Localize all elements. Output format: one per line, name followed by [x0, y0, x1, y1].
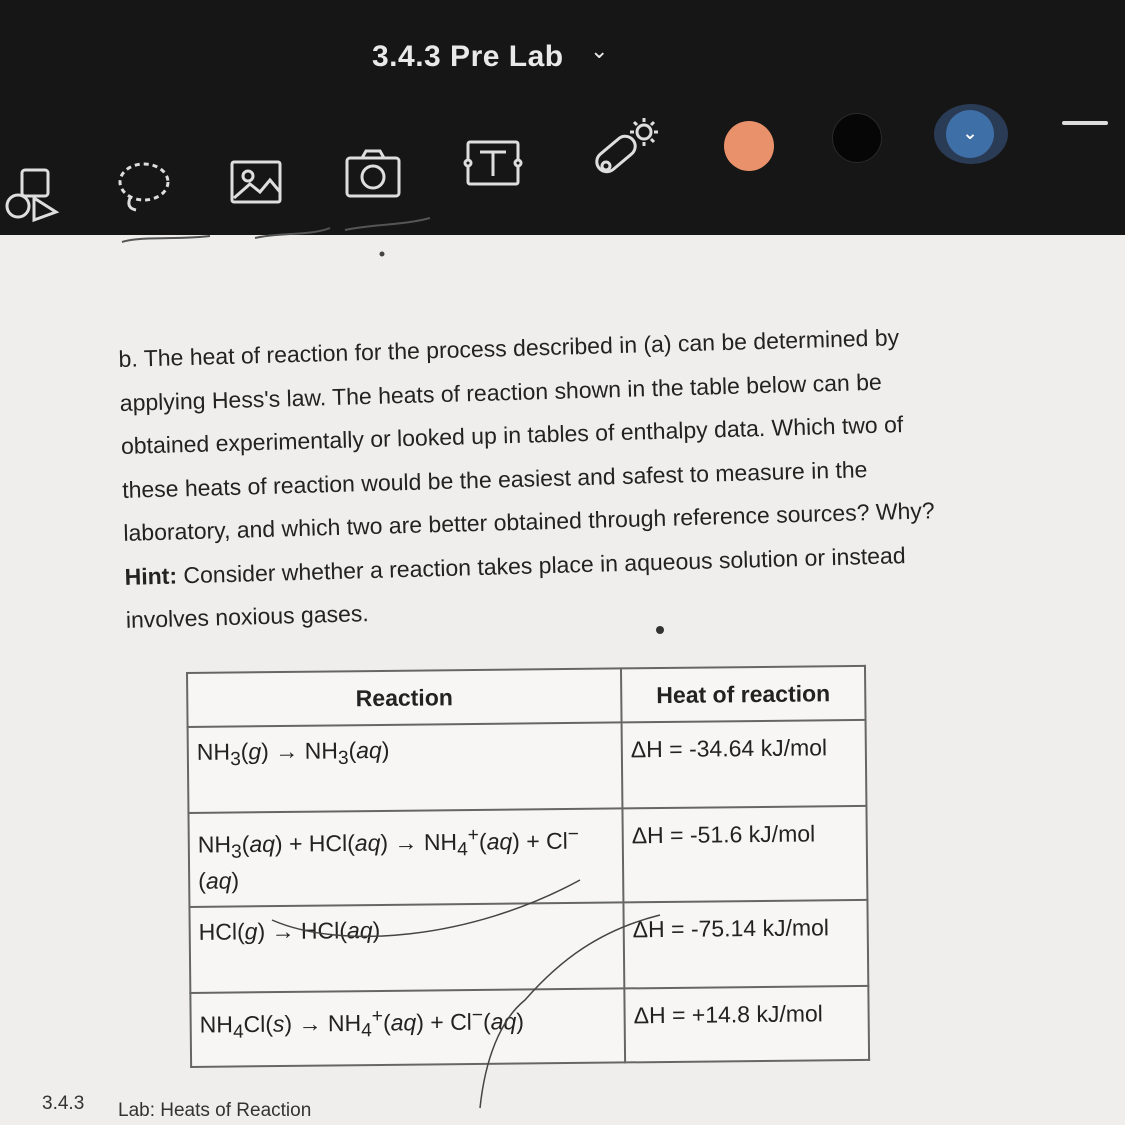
annotation-toolbar	[0, 0, 1125, 235]
laser-pointer-icon[interactable]	[588, 116, 662, 190]
color-swatch-orange[interactable]	[724, 121, 774, 171]
table-row	[188, 806, 867, 907]
hint-label: Hint:	[124, 561, 178, 590]
reaction-cell: $NH_3(g) \to NH_3(aq)$	[188, 722, 623, 813]
table-header-row	[187, 666, 866, 727]
table-row	[190, 986, 869, 1067]
chevron-down-icon: ⌄	[946, 110, 994, 158]
reaction-cell: $NH_4Cl(s) \to NH_4^+(aq) + Cl^-(aq)$	[190, 989, 625, 1068]
reaction-cell: HCl(g) → HCl(aq)	[189, 903, 624, 994]
text-icon[interactable]	[462, 138, 524, 190]
footer-title: Lab: Heats of Reaction	[118, 1100, 312, 1121]
image-icon[interactable]	[230, 158, 286, 208]
color-swatch-blue-selected[interactable]	[934, 104, 1008, 164]
table-row	[189, 900, 868, 993]
question-text: b. The heat of reaction for the process described in (a) can be determined by applying Hess's law. The heats of reaction shown in the table below can be obtained experimentally or looked up in tables of enthalpy data. Which two of these heats of reaction would be the easiest and safest to measure in the laboratory, and which two are better obtained through reference sources? Why?	[118, 324, 935, 546]
heat-cell: ΔH = -75.14 kJ/mol	[623, 900, 868, 989]
reaction-table	[186, 665, 870, 1068]
color-swatch-black[interactable]	[832, 113, 882, 163]
heat-cell: ΔH = -34.64 kJ/mol	[622, 720, 867, 809]
heat-cell: ΔH = -51.6 kJ/mol	[622, 806, 867, 903]
minimize-button[interactable]	[1062, 121, 1108, 125]
shapes-icon[interactable]	[4, 168, 60, 224]
document-title[interactable]: 3.4.3 Pre Lab	[372, 40, 564, 73]
table-row	[188, 720, 867, 813]
camera-icon[interactable]	[344, 148, 404, 200]
lasso-icon[interactable]	[116, 158, 172, 214]
footer-section-number: 3.4.3	[42, 1093, 85, 1114]
heat-cell: ΔH = +14.8 kJ/mol	[624, 986, 869, 1063]
column-header-heat: Heat of reaction	[621, 666, 866, 723]
question-b-text	[118, 315, 966, 643]
reaction-cell: $NH_3(aq) + HCl(aq) \to NH_4^+(aq) + Cl^-$ (aq)	[188, 808, 623, 907]
column-header-reaction: Reaction	[187, 668, 622, 727]
hint-text: Consider whether a reaction takes place in aqueous solution or instead involves noxious gases.	[125, 541, 906, 633]
chevron-down-icon[interactable]: ⌄	[590, 38, 609, 63]
